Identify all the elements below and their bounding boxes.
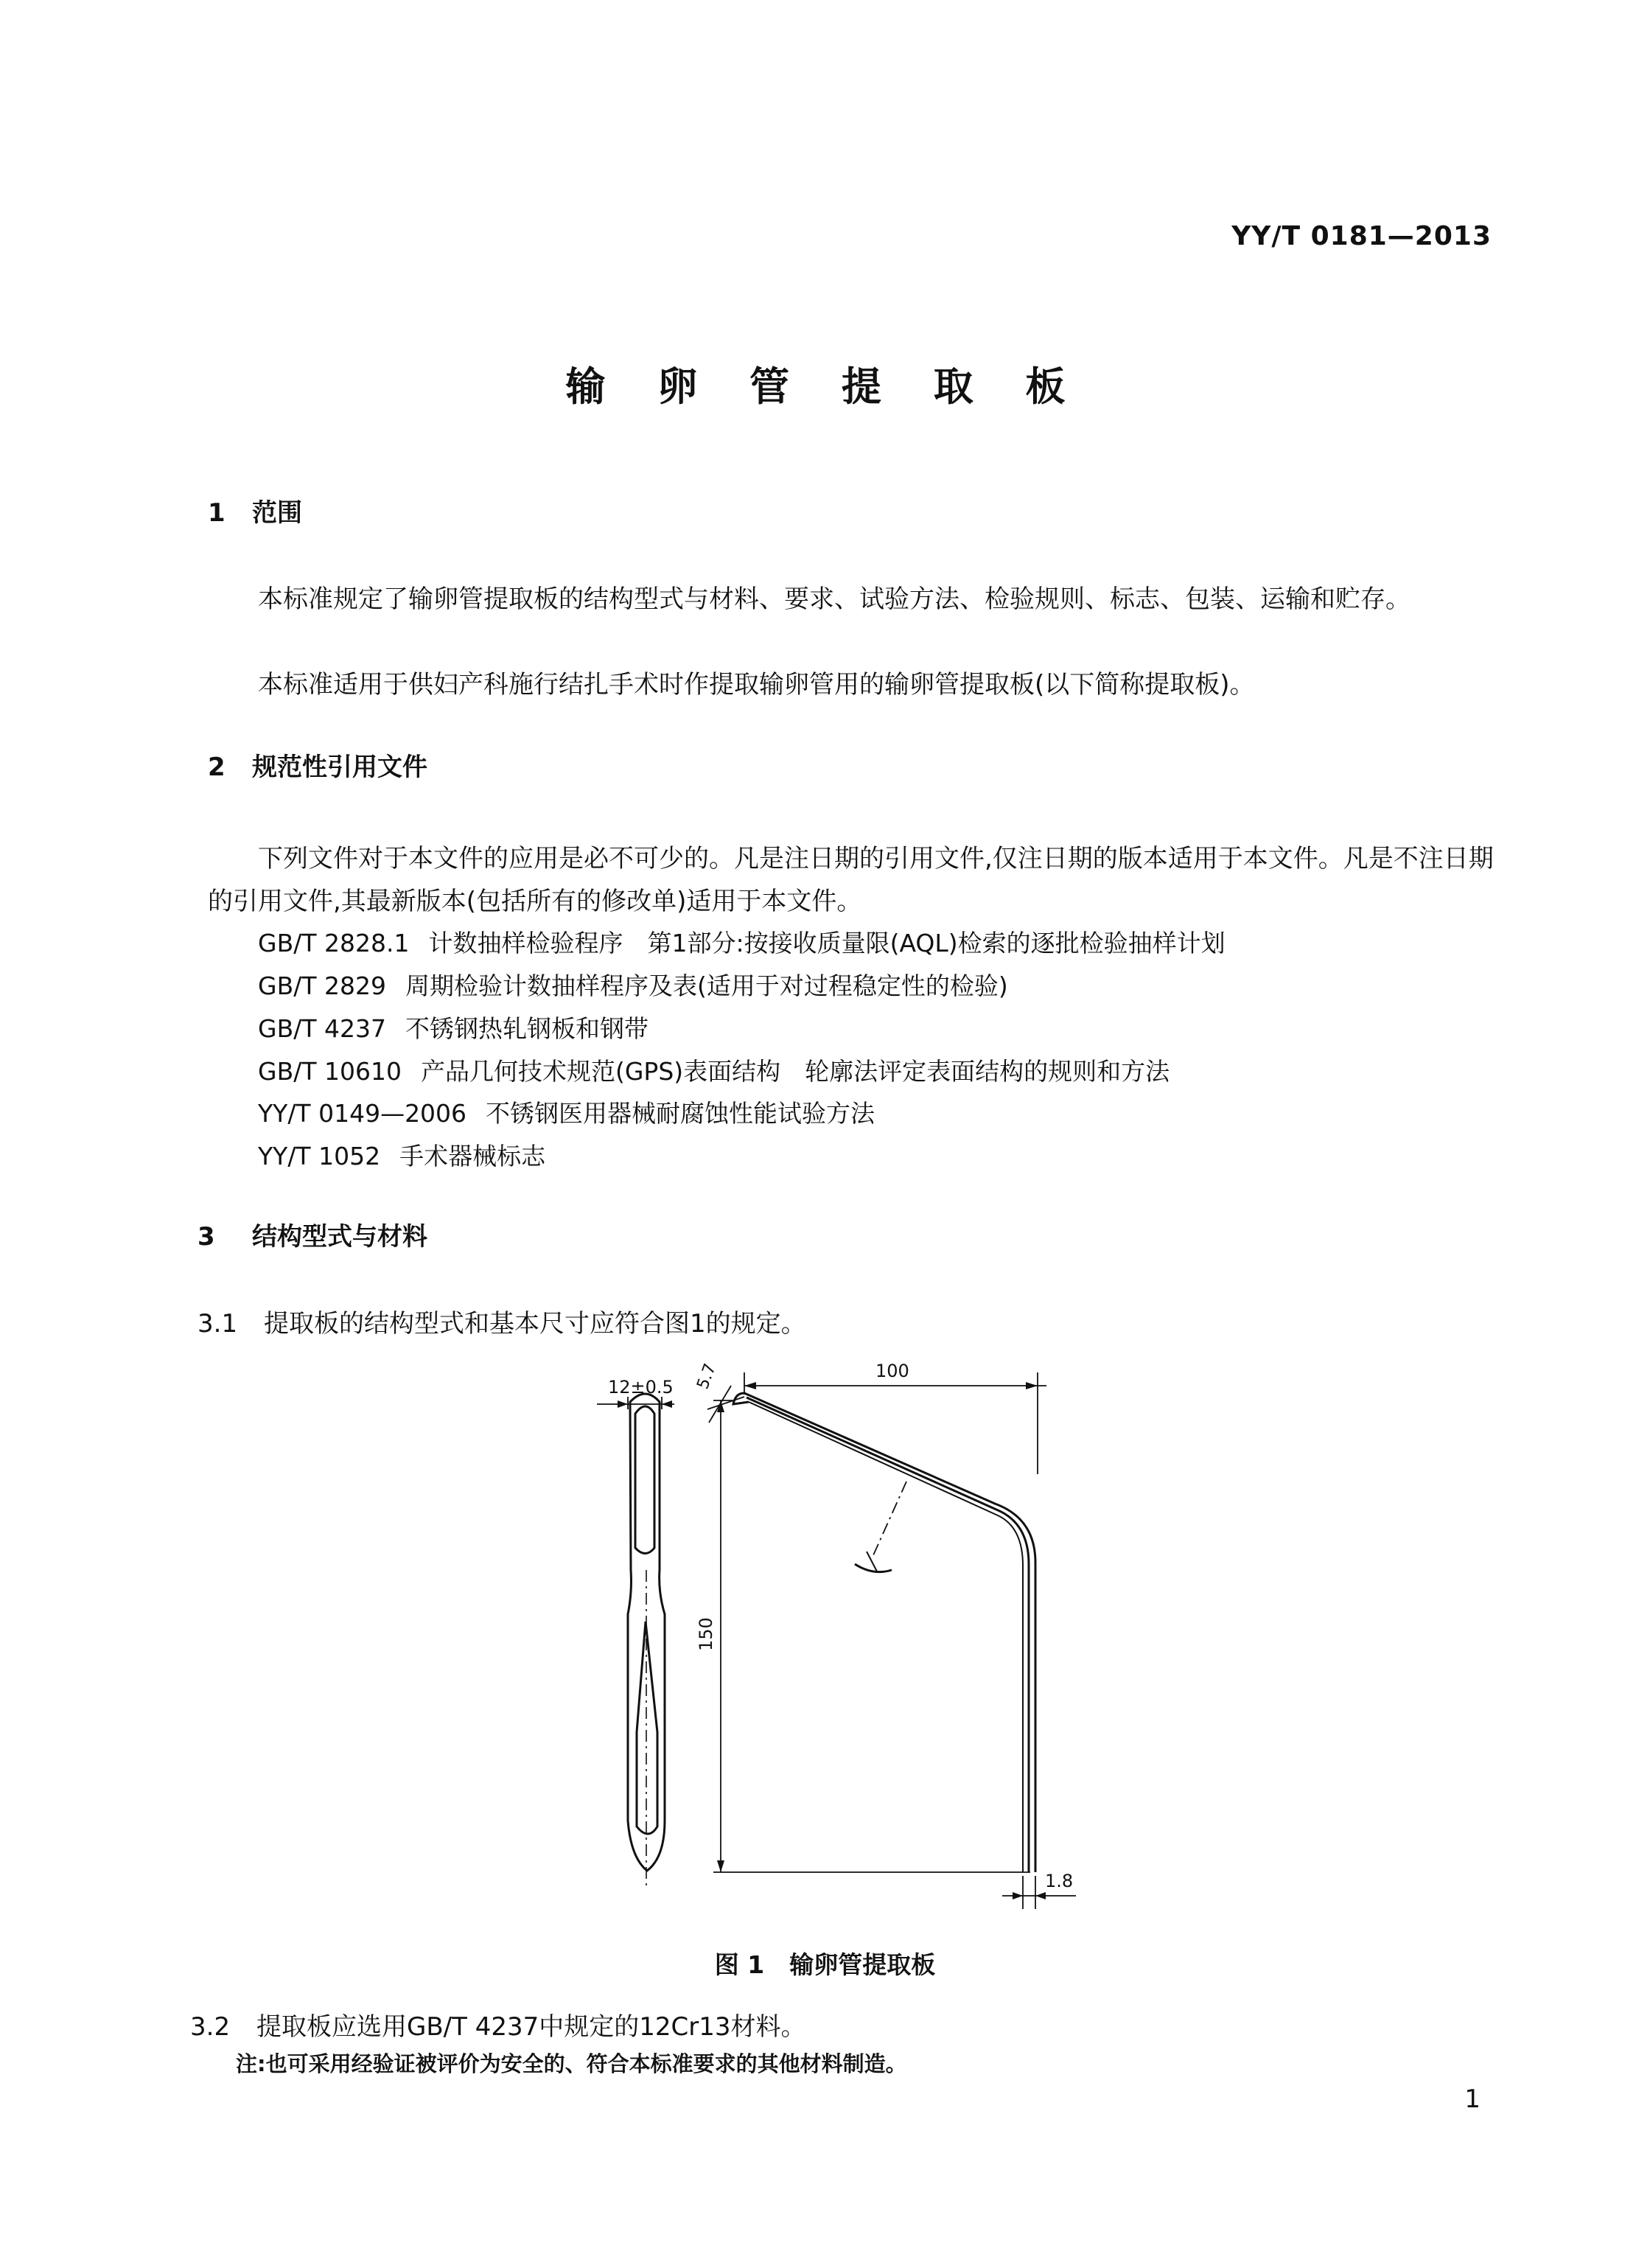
reference-item xyxy=(258,967,1008,1002)
reference-code: GB/T 10610 xyxy=(258,1057,402,1086)
figure-title: 输卵管提取板 xyxy=(789,1950,936,1979)
reference-title: 手术器械标志 xyxy=(399,1142,546,1170)
section-title: 范围 xyxy=(252,498,302,528)
section-number: 3 xyxy=(197,1222,215,1252)
dimension-thickness: 1.8 xyxy=(1045,1871,1074,1891)
subsection-3-2 xyxy=(190,2006,805,2042)
reference-title: 不锈钢热轧钢板和钢带 xyxy=(405,1014,649,1043)
paragraph: 本标准规定了输卵管提取板的结构型式与材料、要求、试验方法、检验规则、标志、包装、运输和贮存。 xyxy=(258,585,1410,614)
reference-item xyxy=(258,1137,545,1172)
dimension-height: 150 xyxy=(696,1617,716,1651)
reference-item xyxy=(258,1010,649,1044)
section-number: 1 xyxy=(208,498,226,528)
section-3-heading xyxy=(197,1216,427,1252)
subsection-number: 3.1 xyxy=(197,1309,238,1339)
standard-code: YY/T 0181—2013 xyxy=(1231,221,1492,251)
reference-title: 不锈钢医用器械耐腐蚀性能试验方法 xyxy=(486,1099,875,1128)
reference-title: 周期检验计数抽样程序及表(适用于对过程稳定性的检验) xyxy=(405,971,1008,1000)
reference-item xyxy=(258,1053,1170,1087)
dimension-length: 100 xyxy=(875,1361,909,1381)
note: 注:也可采用经验证被评价为安全的、符合本标准要求的其他材料制造。 xyxy=(236,2051,907,2076)
subsection-text: 提取板的结构型式和基本尺寸应符合图1的规定。 xyxy=(264,1309,806,1339)
subsection-3-1 xyxy=(197,1303,806,1339)
page-title: 输 卵 管 提 取 板 xyxy=(565,363,1085,410)
section-title: 规范性引用文件 xyxy=(252,753,427,782)
figure-caption xyxy=(0,1946,1650,1981)
section-number: 2 xyxy=(208,753,226,782)
reference-title: 产品几何技术规范(GPS)表面结构 轮廓法评定表面结构的规则和方法 xyxy=(420,1057,1170,1086)
reference-code: YY/T 1052 xyxy=(258,1142,381,1170)
dimension-width: 12±0.5 xyxy=(608,1377,674,1398)
reference-item xyxy=(258,924,1226,959)
figure-number: 图 1 xyxy=(714,1950,765,1979)
reference-code: GB/T 2829 xyxy=(258,971,386,1000)
subsection-text: 提取板应选用GB/T 4237中规定的12Cr13材料。 xyxy=(256,2012,806,2042)
section-title: 结构型式与材料 xyxy=(252,1222,427,1252)
reference-item xyxy=(258,1095,875,1129)
paragraph: 本标准适用于供妇产科施行结扎手术时作提取输卵管用的输卵管提取板(以下简称提取板)。 xyxy=(258,670,1255,699)
section-1-heading xyxy=(208,492,302,528)
page-number: 1 xyxy=(1464,2084,1481,2114)
paragraph: 下列文件对于本文件的应用是必不可少的。凡是注日期的引用文件,仅注日期的版本适用于本文件。凡是不注日期的引用文件,其最新版本(包括所有的修改单)适用于本文件。 xyxy=(208,844,1494,916)
reference-code: GB/T 2828.1 xyxy=(258,929,410,957)
section-2-heading xyxy=(208,747,427,783)
dimension-tip: 5.7 xyxy=(693,1361,720,1392)
figure-1-drawing xyxy=(560,1341,1120,1939)
subsection-number: 3.2 xyxy=(190,2012,231,2042)
reference-code: GB/T 4237 xyxy=(258,1014,386,1043)
reference-code: YY/T 0149—2006 xyxy=(258,1099,467,1128)
reference-title: 计数抽样检验程序 第1部分:按接收质量限(AQL)检索的逐批检验抽样计划 xyxy=(428,929,1226,957)
